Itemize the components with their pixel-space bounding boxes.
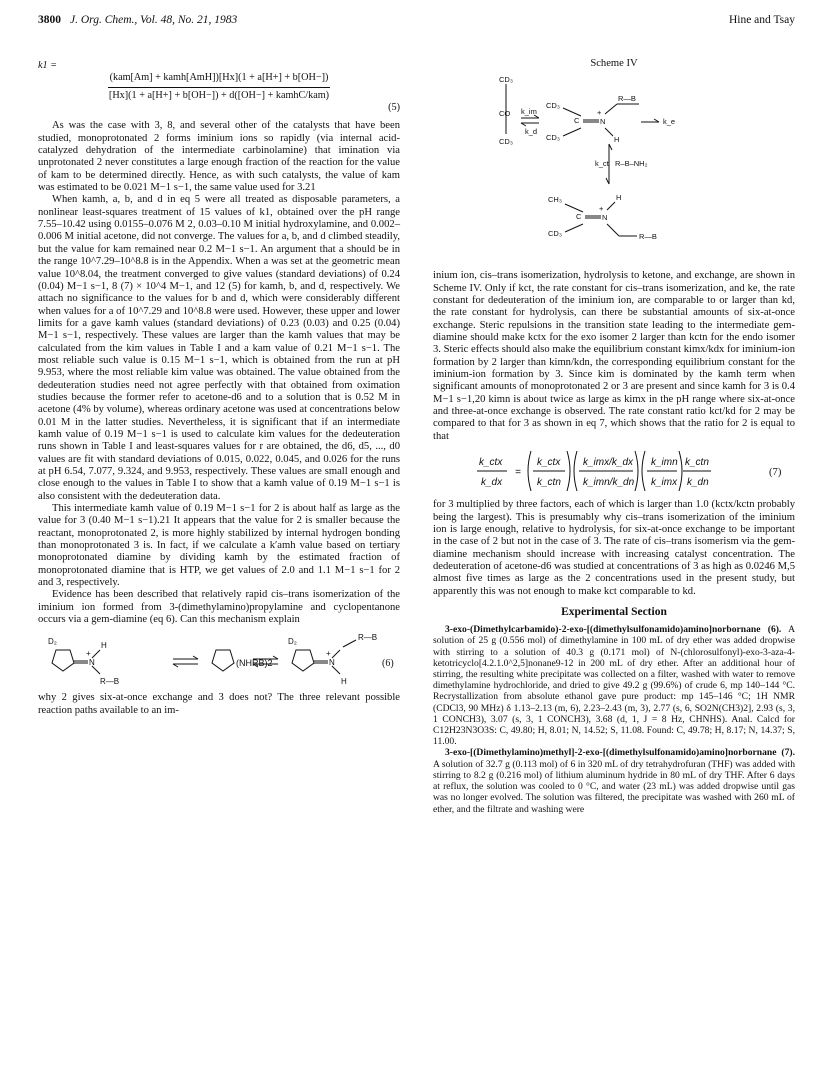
paragraph: why 2 gives six-at-once exchange and 3 does not? The three relevant possible reaction paths available to an im- [38, 692, 400, 716]
svg-text:k_ctn: k_ctn [537, 477, 561, 489]
equation-5 [38, 60, 400, 114]
svg-text:C: C [574, 116, 580, 126]
svg-text:k_im: k_im [521, 107, 537, 117]
scheme-title: Scheme IV [590, 58, 638, 69]
scheme-iv-diagram [433, 74, 795, 270]
equation-7 [433, 447, 795, 495]
compound-title: 3-exo-[(Dimethylamino)methyl]-2-exo-[(dimethylsulfonamido)amino]norbornane (7). [445, 747, 795, 759]
journal-citation: J. Org. Chem., Vol. 48, No. 21, 1983 [70, 14, 238, 26]
experimental-section [433, 624, 795, 814]
svg-text:N: N [329, 658, 335, 668]
svg-text:k_dn: k_dn [687, 477, 709, 489]
eq7-formula [433, 447, 795, 495]
svg-text:+: + [599, 204, 604, 214]
svg-text:k_imx: k_imx [651, 477, 678, 489]
paragraph: Evidence has been described that relatively rapid cis–trans isomerization of the iminium ion formed from 3-(dimethylamino)propylamine and cyclopentanone occurs via a gem-diamine (eq 6). Can this mechanism explain [38, 589, 400, 626]
svg-text:k_ctx: k_ctx [537, 457, 561, 469]
eq6-number: (6) [382, 658, 394, 670]
procedure-7 [433, 747, 795, 814]
paragraph: When kamh, a, b, and d in eq 5 were all treated as disposable parameters, a nonlinear least-squares treatment of 15 values of k1, obtained over the pH range 7.55–10.42 using 0.0155–0.076 M 2, 0.03–0.10 M initial hydroxylamine, and 0.002–0.006 M initial acetone, did not converge. The values for a, b, and d climbed steadily, but the value for kam remained near 0.2 M−1 s−1. An argument that a should be in the range 10^7.29–10^8.8 is in the Appendix. When a was set at the geometric mean value 10^8.04, the treatment converged to give values (standard deviations) of 0.24 (0.04) M−1 s−1, 8 (7) × 10^4 M−1, and 12 (5) for kamh, b, and d, respectively. We attach no significance to the values for b and d, which were considerably different when values for a of 10^7.29 and 10^8.8 were used. However, these upper and lower limits for a gave kamh values (standard deviations) of 0.23 (0.03) and 0.25 (0.04) M−1 s−1, respectively. These values are larger than the kamh values that may be calculated from the kim values in Table I and a kam value of 0.21 M−1 s−1. The most reliable such value is 0.15 M−1 s−1, which is obtained from the run at pH 9.953, where the most reliable kim value was obtained. The value obtained from the dedeuteration studies need not agree perfectly with that obtained from oximation studies because the former refer to acetone-d6 and to a solution that is 0.52 M in acetone (4% by volume), whereas ordinary acetone was used at concentrations below 0.01 M in the latter studies. Nevertheless, it is significant that if an intermediate kamh value of 0.19 M−1 s−1 is used to calculate kim values for the dedeuteration runs shown in Table I and least-squares values for r are obtained, the d6, d5, ..., d0 values are fit with standard deviations of 0.015, 0.022, 0.045, and 0.026 for the runs at pH 6.54, 7.077, 9.324, and 9.953, respectively. These values are small enough and close enough to the values in Table I to show that a kamh value of 0.19 M−1 s−1 is also consistent with the dedeuteration data. [38, 194, 400, 502]
svg-text:+: + [326, 649, 331, 659]
running-head-authors: Hine and Tsay [728, 14, 795, 26]
eq5-lhs: k1 = [38, 60, 58, 71]
svg-text:R–B–NH₂: R–B–NH₂ [615, 159, 648, 169]
svg-text:k_e: k_e [663, 117, 676, 127]
svg-text:CH₃: CH₃ [548, 195, 562, 205]
svg-text:H: H [616, 193, 622, 203]
svg-text:R—B: R—B [639, 232, 657, 242]
svg-text:CD₃: CD₃ [499, 75, 513, 85]
right-column [433, 58, 795, 815]
svg-text:+: + [597, 108, 602, 118]
left-column [38, 60, 400, 717]
svg-text:C: C [576, 212, 582, 222]
svg-text:N: N [600, 117, 606, 127]
paragraph: As was the case with 3, 8, and several other of the catalysts that have been studied, monoprotonated 2 forms iminium ions so rapidly (via internal acid-catalyzed dehydration of the intermediate carbinolamine) that imination via unprotonated 2 never constitutes a large enough fraction of the reaction for the value of kam to be determined directly. Hence, as with such catalysts, the value of kam was estimated to be 0.021 M−1 s−1, the same value used for 3.21 [38, 120, 400, 194]
procedure-text: A solution of 25 g (0.556 mol) of dimethylamine in 100 mL of dry ether was added dropwise with stirring to a solution of 40.3 g (0.171 mol) of N-(chlorosulfonyl)-exo-3-aza-4-ketotricyclo[4.2.1.0^2,5]nonane9-12 in 200 mL of dry ether. After an additional hour of stirring, the resulting white precipitate was collected on a filter, washed with water to remove dimethylamine hydrochloride, and dried to give 49.2 g (99.6%) of crude 6, mp 140–144 °C. Recrystallization from absolute ethanol gave pure product: mp 145–146 °C; 1H NMR (CDCl3, 90 MHz) δ 1.13–2.13 (m, 6), 2.23–2.43 (m, 3), 2.77 (s, 6, SO2N(CH3)2], 2.93 (s, 3, 1 CONCH3), 3.07 (s, 3, 1 CONCH3), 3.68 (d, 1, J = 8 Hz, CHNHS). Anal. Calcd for C12H23N3O3S: C, 49.80; H, 8.01; N, 14.52; S, 11.08. Found: C, 49.78; H, 8.17; N, 14.37; S, 11.00. [433, 624, 796, 748]
svg-text:CD₃: CD₃ [548, 229, 562, 239]
procedure-text: A solution of 32.7 g (0.113 mol) of 6 in 320 mL of dry tetrahydrofuran (THF) was added with stirring to 8.2 g (0.216 mol) of lithium aluminum hydride in 80 mL of dry THF. After 6 days at reflux, the solution was cooled to 0 °C, and water (23 mL) was added dropwise until gas was no longer evolved. The solution was filtered, the precipitate was washed with 260 mL of ether, and the filtrate and washing were [433, 758, 795, 815]
svg-text:R—B: R—B [618, 94, 636, 104]
eq7-number: (7) [769, 467, 782, 479]
svg-text:D₂: D₂ [48, 637, 57, 647]
svg-text:k_ctn: k_ctn [685, 457, 709, 469]
equation-6 [38, 630, 400, 688]
svg-text:D₂: D₂ [288, 637, 297, 647]
eq5-number: (5) [388, 102, 400, 114]
eq6-mid-label: (NHRB)2 [236, 658, 273, 669]
paragraph: for 3 multiplied by three factors, each of which is larger than 1.0 (kctx/kctn probably being the largest). This is presumably why cis–trans isomerization of the iminium ion is large enough, relative to hydrolysis, for six-at-once exchange to be important in the case of 2 but not in the case of 3. The rate of cis–trans isomerism via the gem-diamine mechanism should increase with increasing catalyst concentration. The dedeuteration of acetone-d6 was studied at concentrations of 3 as high as 0.0246 M,5 almost five times as large as the 2 concentrations used in the present study, but apparently this was not enough to make kct comparable to kd. [433, 499, 795, 597]
eq5-denominator: [Hx](1 + a[H+] + b[OH−]) + d([OH−] + kamhC/kam) [108, 89, 330, 101]
svg-text:k_imx/k_dx: k_imx/k_dx [583, 457, 634, 469]
svg-text:CD₃: CD₃ [499, 137, 513, 147]
eq5-fraction [38, 72, 400, 102]
paragraph: This intermediate kamh value of 0.19 M−1 s−1 for 2 is about half as large as the value for 3 (0.40 M−1 s−1).21 It appears that the value for 2 is smaller because the reactant, monoprotonated 2, is more highly stabilized by internal hydrogen bonding than monoprotonated 3 is. In fact, if we calculate a k′amh value based on tertiary monoprotonated diamine by dividing kamh by the estimated fraction of monoprotonated diamine that is HTP, we get values of 2.0 and 1.1 M−1 s−1 for 2 and 3, respectively. [38, 503, 400, 589]
svg-text:k_ct: k_ct [595, 159, 609, 169]
svg-text:k_imn/k_dn: k_imn/k_dn [583, 477, 635, 489]
scheme-iv [433, 74, 795, 270]
svg-text:=: = [515, 467, 521, 479]
procedure-6 [433, 624, 795, 747]
svg-text:k_d: k_d [525, 127, 538, 137]
page-number: 3800 [38, 14, 61, 26]
svg-text:H: H [101, 641, 107, 651]
svg-text:N: N [602, 213, 608, 223]
svg-text:CD₃: CD₃ [546, 133, 560, 143]
eq6-structures [38, 630, 400, 688]
svg-text:k_ctx: k_ctx [479, 457, 503, 469]
paragraph: inium ion, cis–trans isomerization, hydrolysis to ketone, and exchange, are shown in Scheme IV. Only if kct, the rate constant for cis–trans isomerization, and ke, the rate constant for dedeuteration of the iminium ion, are comparable to or larger than kd, the rate constant for hydrolysis, can there be substantial amounts of six-at-once exchange. Steric repulsions in the transition state leading to the intermediate gem-diamine should make kctx for the exo isomer 2 larger than kctn for the endo isomer 3. Steric effects should also make the equilibrium constant kimx/kdx for iminium-ion formation by 2 larger than kimn/kdn, the corresponding equilibrium constant for the iminium-ion formation by 3. Since kim is dominated by the kamh term when significant amounts of monoprotonated 2 or 3 are present and since kamh for 3 is 0.4 M−1 s−1,20 kimn is about twice as large as kimx in the pH range where six-at-once and three-at-once exchange is observed. The rate constant ratio kct/kd for 2 may be compared to that for 3 as shown in eq 7, which shows that the ratio for 2 is equal to that [433, 270, 795, 442]
svg-text:R—B: R—B [358, 633, 378, 643]
svg-text:CD₃: CD₃ [546, 101, 560, 111]
section-heading: Experimental Section [561, 605, 667, 618]
svg-text:CO: CO [499, 109, 511, 119]
eq5-numerator: (kam[Am] + kamh[AmH])[Hx](1 + a[H+] + b[OH−]) [108, 72, 331, 87]
svg-text:H: H [341, 677, 347, 687]
svg-text:N: N [89, 658, 95, 668]
compound-title: 3-exo-(Dimethylcarbamido)-2-exo-[(dimethylsulfonamido)amino]norbornane (6). [445, 624, 782, 636]
svg-text:k_dx: k_dx [481, 477, 503, 489]
svg-text:R—B: R—B [100, 677, 120, 687]
svg-text:H: H [614, 135, 620, 145]
svg-text:k_imn: k_imn [651, 457, 678, 469]
svg-text:+: + [86, 649, 91, 659]
